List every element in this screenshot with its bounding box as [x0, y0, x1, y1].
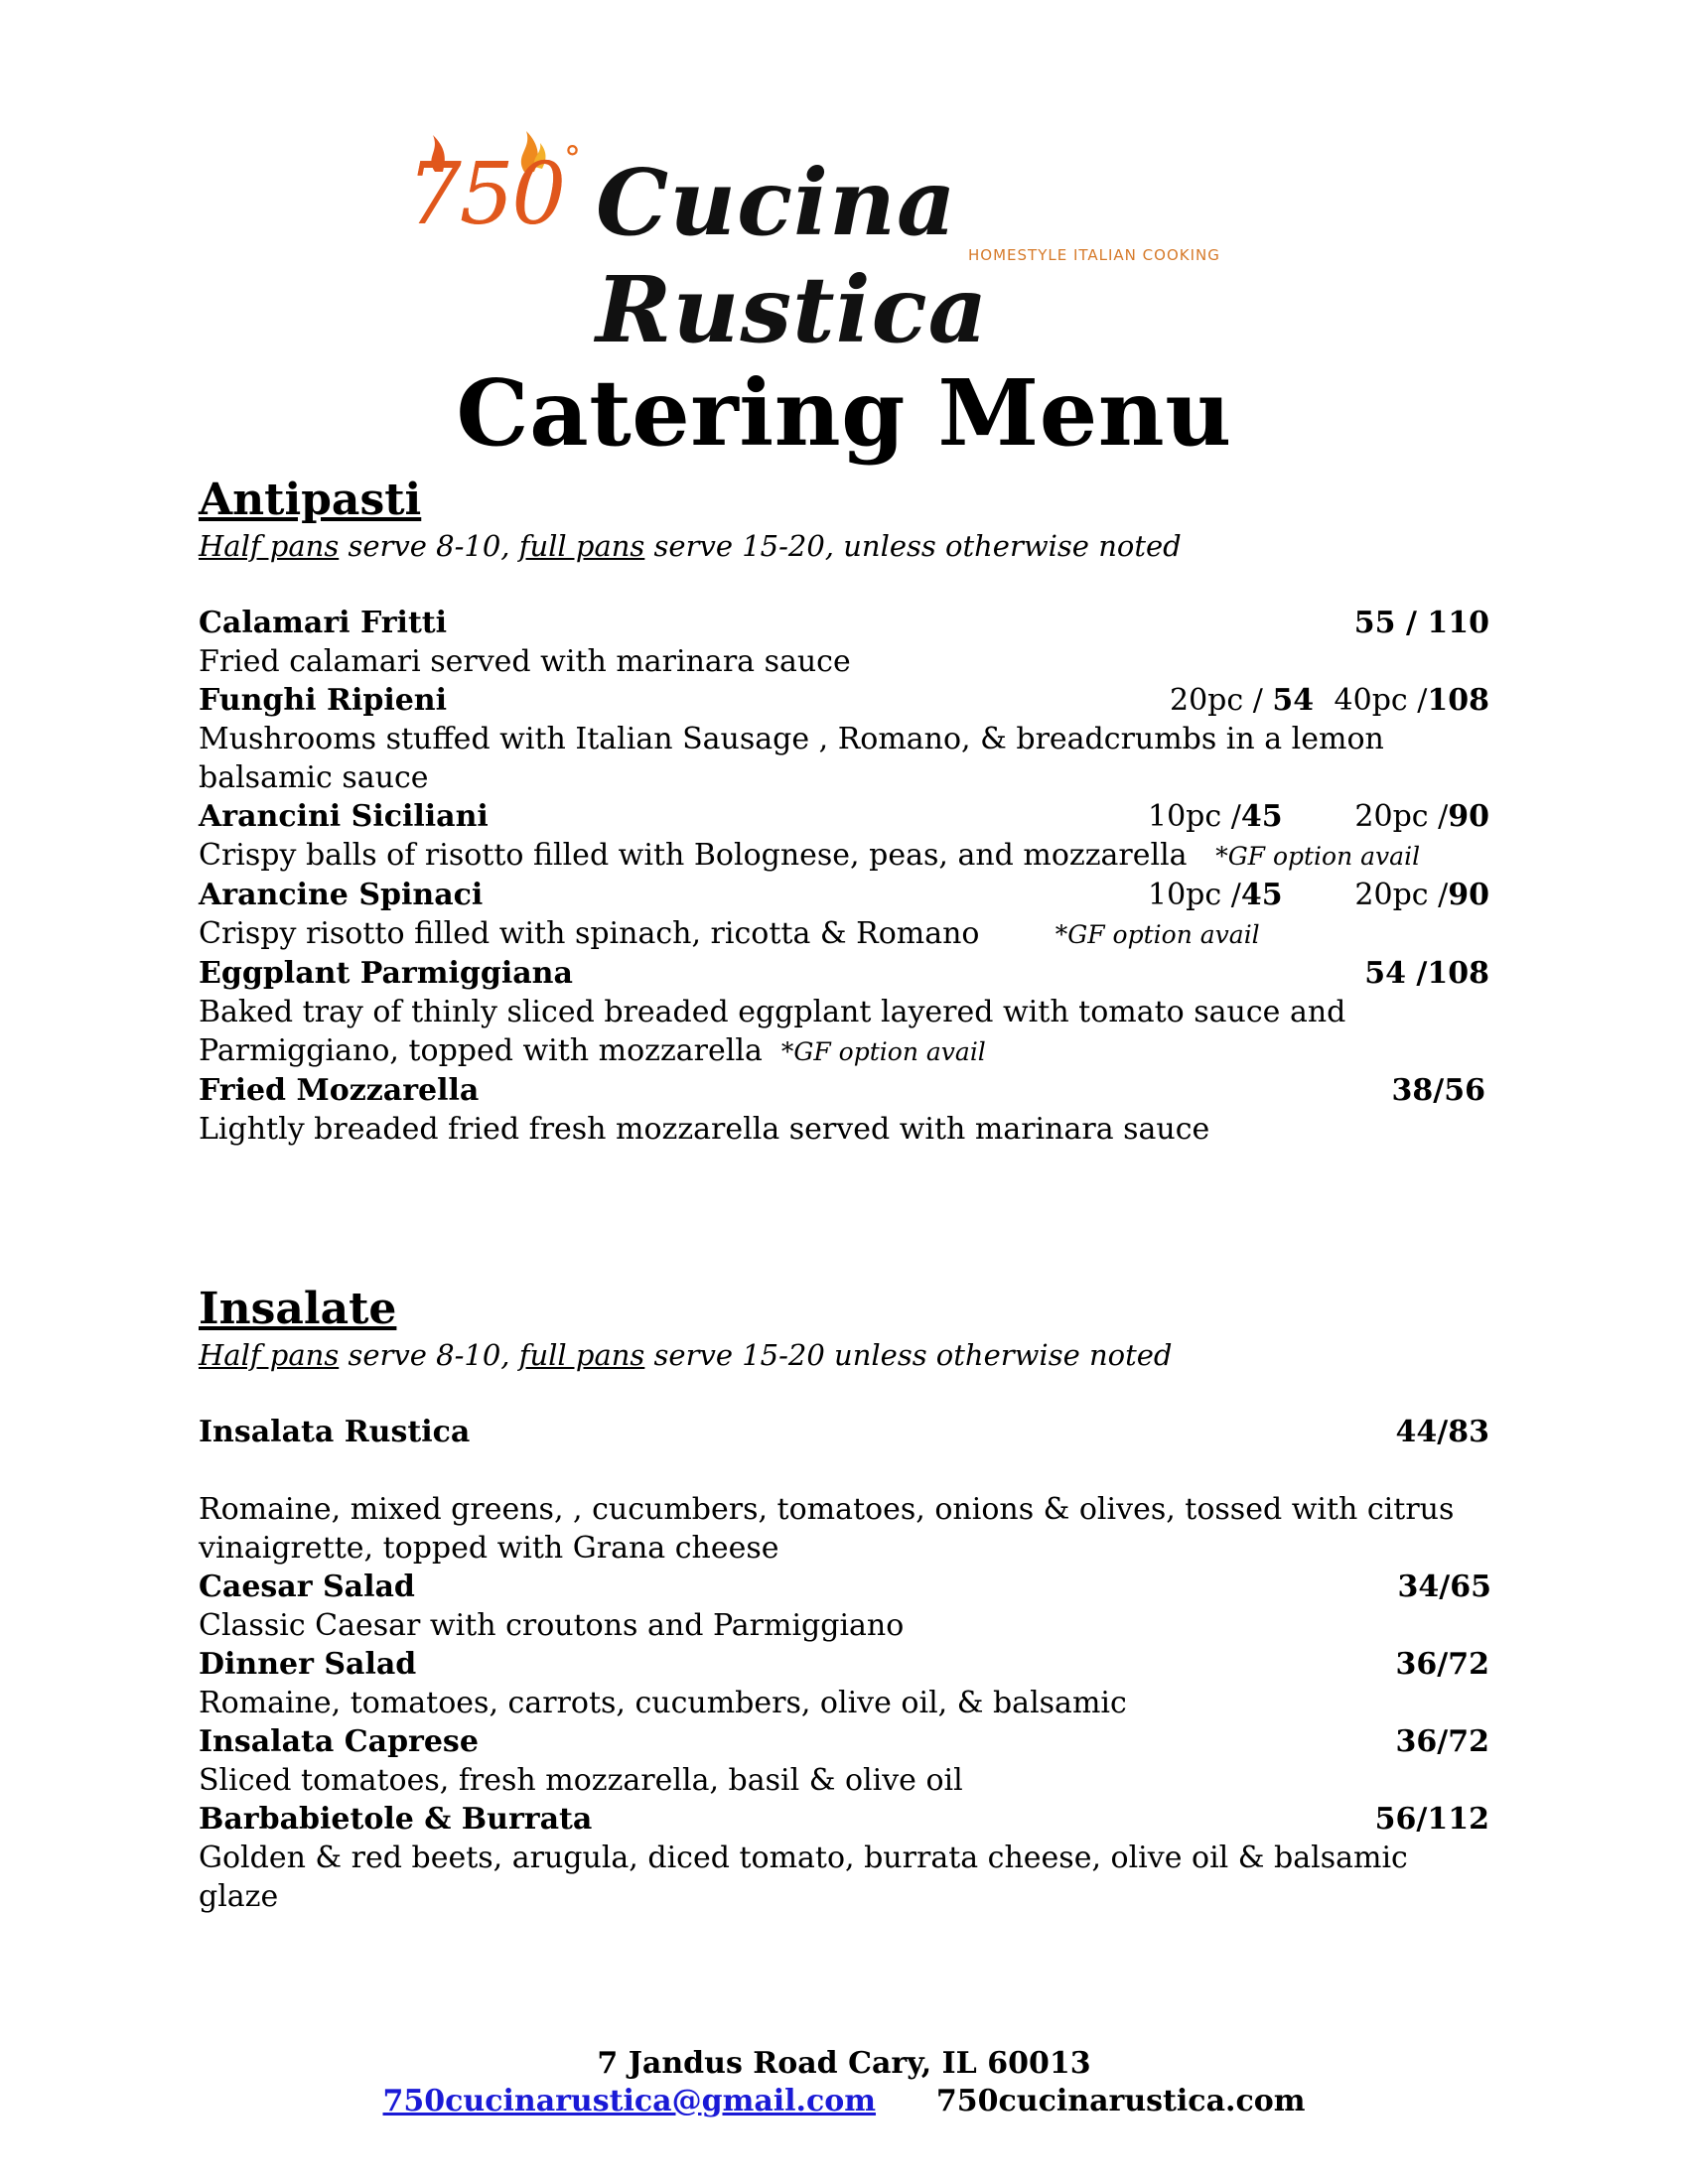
- menu-item-name-row: [199, 604, 1489, 642]
- note-text: serve 8-10,: [339, 529, 519, 563]
- item-name: Barbabietole & Burrata: [199, 1802, 593, 1837]
- item-price: 34/65: [1397, 1570, 1491, 1604]
- item-price-small: 10pc /45: [1148, 799, 1283, 834]
- item-price: 44/83: [1395, 1415, 1489, 1449]
- email-link[interactable]: 750cucinarustica@gmail.com: [382, 2084, 877, 2118]
- item-name: Calamari Fritti: [199, 606, 448, 640]
- gf-note: *GF option avail: [1055, 920, 1260, 949]
- footer: [0, 2045, 1688, 2120]
- logo-name: Cucina Rustica: [596, 149, 989, 363]
- menu-item-name-row: [199, 1645, 1489, 1684]
- item-price: 36/72: [1395, 1724, 1489, 1759]
- logo-tagline: HOMESTYLE ITALIAN COOKING: [968, 246, 1220, 264]
- menu-item-name-row: [199, 1800, 1489, 1839]
- menu-item-name-row: [199, 681, 1489, 720]
- menu-item-name-row: [199, 1568, 1489, 1606]
- note-half-pans: Half pans: [199, 1338, 340, 1372]
- menu-item-name-row: [199, 1722, 1489, 1761]
- item-description: Fried calamari served with marinara sauce: [199, 644, 851, 679]
- item-name: Fried Mozzarella: [199, 1073, 480, 1108]
- item-name: Insalata Rustica: [199, 1415, 471, 1449]
- item-price: 38/56: [1391, 1073, 1485, 1108]
- item-price-large: 20pc /90: [1354, 878, 1489, 912]
- item-price: 56/112: [1374, 1802, 1489, 1837]
- note-text: serve 15-20 unless otherwise noted: [644, 1338, 1173, 1372]
- item-description: Classic Caesar with croutons and Parmiggiano: [199, 1608, 905, 1643]
- menu-item-name-row: [199, 876, 1489, 914]
- item-description: Lightly breaded fried fresh mozzarella served with marinara sauce: [199, 1112, 1210, 1147]
- item-name: Insalata Caprese: [199, 1724, 479, 1759]
- item-description: Romaine, tomatoes, carrots, cucumbers, olive oil, & balsamic: [199, 1686, 1127, 1720]
- item-description: Crispy balls of risotto filled with Bolognese, peas, and mozzarella *GF option avail: [199, 838, 1421, 873]
- item-name: Arancine Spinaci: [199, 878, 484, 912]
- menu-item-name-row: [199, 1071, 1489, 1110]
- item-name: Caesar Salad: [199, 1570, 415, 1604]
- item-price-small: 20pc / 54: [1170, 683, 1315, 718]
- gf-note: *GF option avail: [1215, 842, 1421, 871]
- item-price: 36/72: [1395, 1647, 1489, 1682]
- item-name: Eggplant Parmiggiana: [199, 956, 573, 991]
- note-full-pans: full pans: [518, 529, 645, 563]
- note-text: serve 8-10,: [339, 1338, 519, 1372]
- section-title: Antipasti: [199, 475, 422, 525]
- note-text: serve 15-20, unless otherwise noted: [644, 529, 1182, 563]
- note-half-pans: Half pans: [199, 529, 340, 563]
- page-title: Catering Menu: [456, 359, 1232, 467]
- insalate-section: [199, 1284, 1489, 1916]
- footer-contact: [0, 2083, 1688, 2120]
- website-text: 750cucinarustica.com: [935, 2084, 1306, 2118]
- logo-number: 750: [407, 145, 565, 244]
- footer-address: 7 Jandus Road Cary, IL 60013: [597, 2046, 1091, 2081]
- item-price-large: 40pc /108: [1334, 683, 1489, 718]
- note-full-pans: full pans: [518, 1338, 645, 1372]
- logo-degree: °: [564, 139, 581, 179]
- item-description: Baked tray of thinly sliced breaded eggplant layered with tomato sauce and Parmiggiano, topped with mozzarella *GF option avail: [199, 995, 1346, 1068]
- item-name: Arancini Siciliani: [199, 799, 489, 834]
- menu-item-name-row: [199, 954, 1489, 993]
- antipasti-section: [199, 475, 1489, 1149]
- item-price-large: 20pc /90: [1354, 799, 1489, 834]
- gf-note: *GF option avail: [780, 1037, 986, 1066]
- section-title: Insalate: [199, 1284, 397, 1334]
- menu-item-name-row: [199, 1413, 1489, 1451]
- item-name: Dinner Salad: [199, 1647, 417, 1682]
- item-name: Funghi Ripieni: [199, 683, 448, 718]
- item-description: Romaine, mixed greens, , cucumbers, tomatoes, onions & olives, tossed with citrus vinaigrette, topped with Grana cheese: [199, 1492, 1455, 1566]
- item-price: 55 / 110: [1353, 606, 1489, 640]
- section-note: [199, 526, 1489, 566]
- menu-item-name-row: [199, 797, 1489, 836]
- item-description: Mushrooms stuffed with Italian Sausage , Romano, & breadcrumbs in a lemon balsamic sauce: [199, 722, 1384, 795]
- section-note: [199, 1335, 1489, 1375]
- restaurant-logo: [407, 127, 1271, 363]
- item-description: Golden & red beets, arugula, diced tomato, burrata cheese, olive oil & balsamic glaze: [199, 1841, 1408, 1914]
- item-price-small: 10pc /45: [1148, 878, 1283, 912]
- item-description: Crispy risotto filled with spinach, ricotta & Romano *GF option avail: [199, 916, 1260, 951]
- item-price: 54 /108: [1364, 956, 1489, 991]
- item-description: Sliced tomatoes, fresh mozzarella, basil & olive oil: [199, 1763, 963, 1798]
